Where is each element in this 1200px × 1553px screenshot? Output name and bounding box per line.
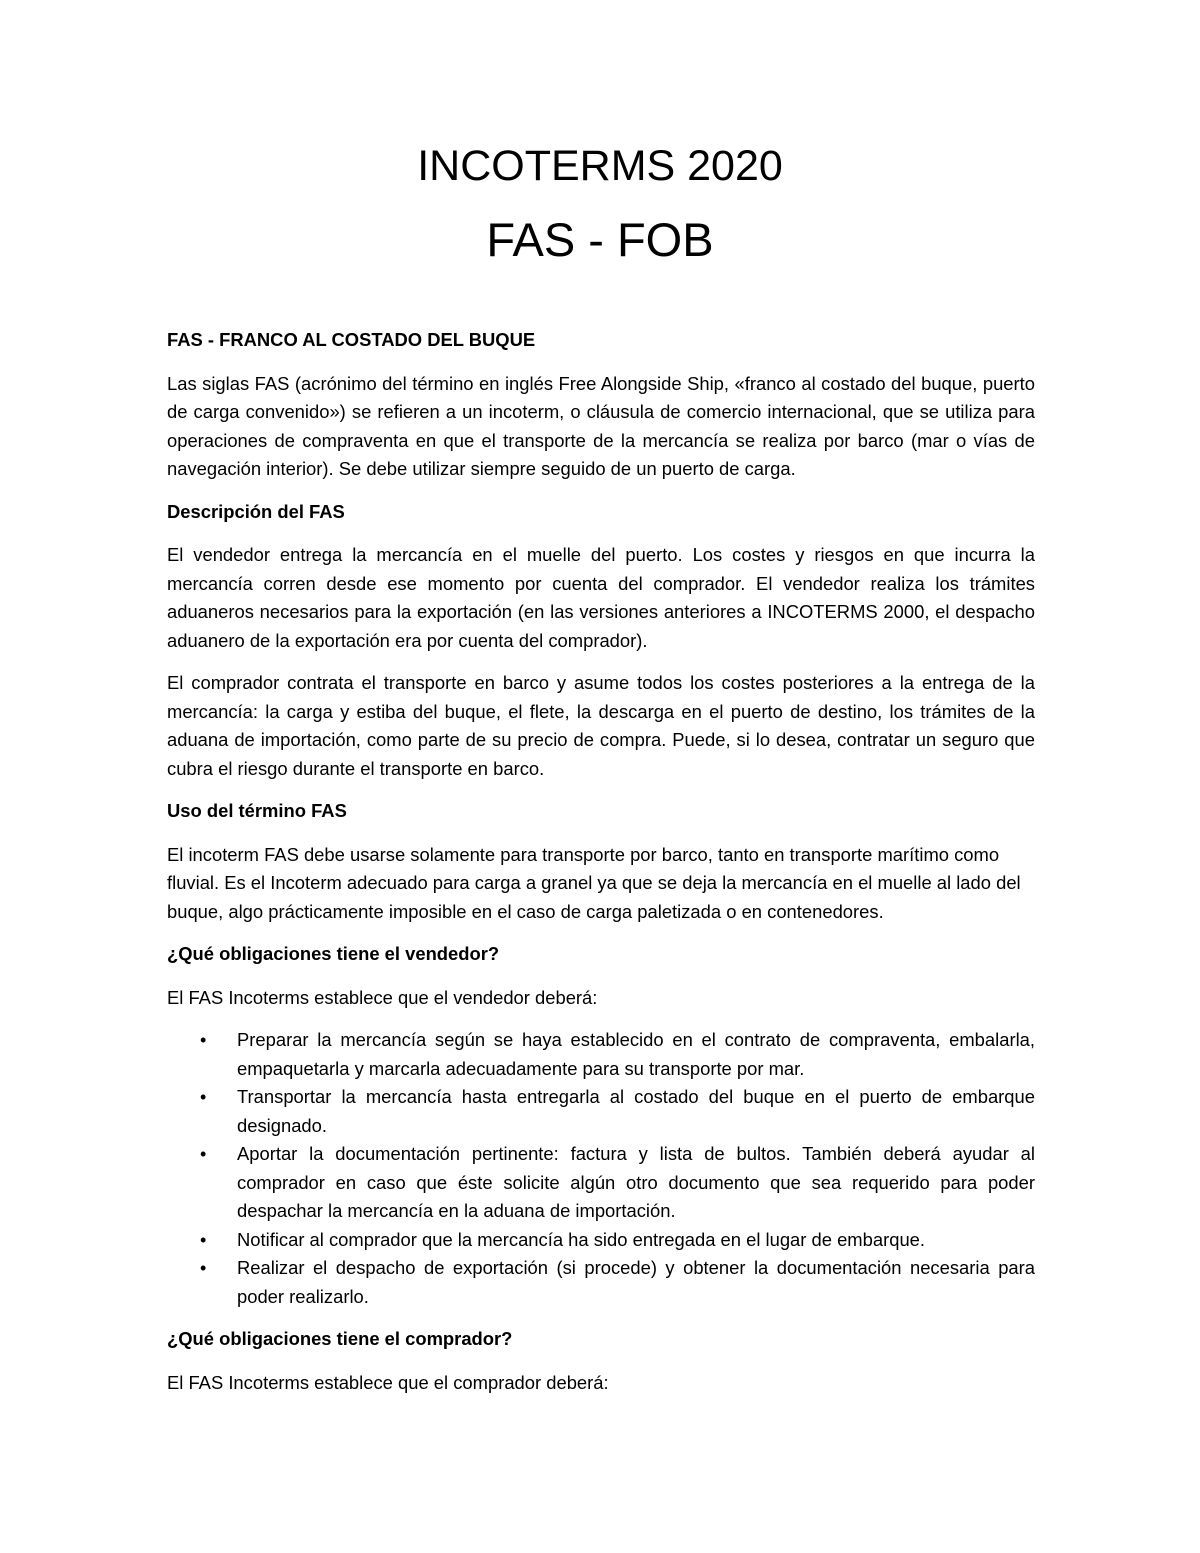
paragraph-description-1: El vendedor entrega la mercancía en el muelle del puerto. Los costes y riesgos en que incurra la mercancía corren desde ese momento por cuenta del comprador. El vendedor realiza los trámites aduaneros necesarios para la exportación (en las versiones anteriores a INCOTERMS 2000, el despacho aduanero de la exportación era por cuenta del comprador).: [167, 544, 1035, 651]
document-title: INCOTERMS 2020: [417, 142, 783, 190]
bullet-icon: •: [200, 1144, 207, 1164]
section-heading-fas: FAS - FRANCO AL COSTADO DEL BUQUE: [167, 329, 536, 350]
list-item-text: Notificar al comprador que la mercancía ha sido entregada en el lugar de embarque.: [237, 1228, 926, 1250]
document-body: [167, 326, 1035, 1411]
section-heading-description: Descripción del FAS: [167, 500, 345, 522]
paragraph-description-2: El comprador contrata el transporte en barco y asume todos los costes posteriores a la entrega de la mercancía: la carga y estiba del buque, el flete, la descarga en el puerto de destino, los trámites de la aduana de importación, como parte de su precio de compra. Puede, si lo desea, contratar un seguro que cubra el riesgo durante el transporte en barco.: [167, 672, 1035, 779]
bullet-icon: •: [200, 1030, 207, 1050]
list-item: [167, 1083, 1035, 1140]
bullet-icon: •: [200, 1258, 207, 1278]
section-heading-usage: Uso del término FAS: [167, 800, 347, 821]
paragraph-buyer-intro: El FAS Incoterms establece que el comprador deberá:: [167, 1371, 609, 1393]
section-heading-buyer: ¿Qué obligaciones tiene el comprador?: [167, 1328, 513, 1349]
bullet-icon: •: [200, 1087, 207, 1107]
section-description: [167, 498, 1035, 784]
paragraph-seller-intro: El FAS Incoterms establece que el vendedor deberá:: [167, 986, 598, 1008]
list-item: [167, 1254, 1035, 1311]
document-subtitle: FAS - FOB: [486, 213, 714, 266]
section-usage: [167, 797, 1035, 926]
bullet-icon: •: [200, 1229, 207, 1250]
seller-obligations-list: [167, 1026, 1035, 1311]
section-buyer: [167, 1325, 1035, 1397]
list-item-text: Transportar la mercancía hasta entregarla al costado del buque en el puerto de embarque designado.: [237, 1086, 1035, 1136]
section-fas: [167, 326, 1035, 484]
list-item-text: Preparar la mercancía según se haya establecido en el contrato de compraventa, embalarla, empaquetarla y marcarla adecuadamente para su transporte por mar.: [237, 1029, 1035, 1079]
list-item: [167, 1226, 1035, 1255]
paragraph-fas-intro: Las siglas FAS (acrónimo del término en inglés Free Alongside Ship, «franco al costado del buque, puerto de carga convenido») se refieren a un incoterm, o cláusula de comercio internacional, que se utiliza para operaciones de compraventa en que el transporte de la mercancía se realiza por barco (mar o vías de navegación interior). Se debe utilizar siempre seguido de un puerto de carga.: [167, 372, 1035, 479]
section-seller: [167, 940, 1035, 1311]
section-heading-seller: ¿Qué obligaciones tiene el vendedor?: [167, 943, 500, 964]
list-item: [167, 1026, 1035, 1083]
list-item: [167, 1140, 1035, 1226]
paragraph-usage: El incoterm FAS debe usarse solamente para transporte por barco, tanto en transporte marítimo como fluvial. Es el Incoterm adecuado para carga a granel ya que se deja la mercancía en el muelle al lado del buque, algo prácticamente imposible en el caso de carga paletizada o en contenedores.: [167, 843, 1021, 922]
list-item-text: Aportar la documentación pertinente: factura y lista de bultos. También deberá ayudar al comprador en caso que éste solicite algún otro documento que sea requerido para poder despachar la mercancía en la aduana de importación.: [237, 1143, 1035, 1221]
list-item-text: Realizar el despacho de exportación (si procede) y obtener la documentación necesaria para poder realizarlo.: [237, 1257, 1035, 1307]
